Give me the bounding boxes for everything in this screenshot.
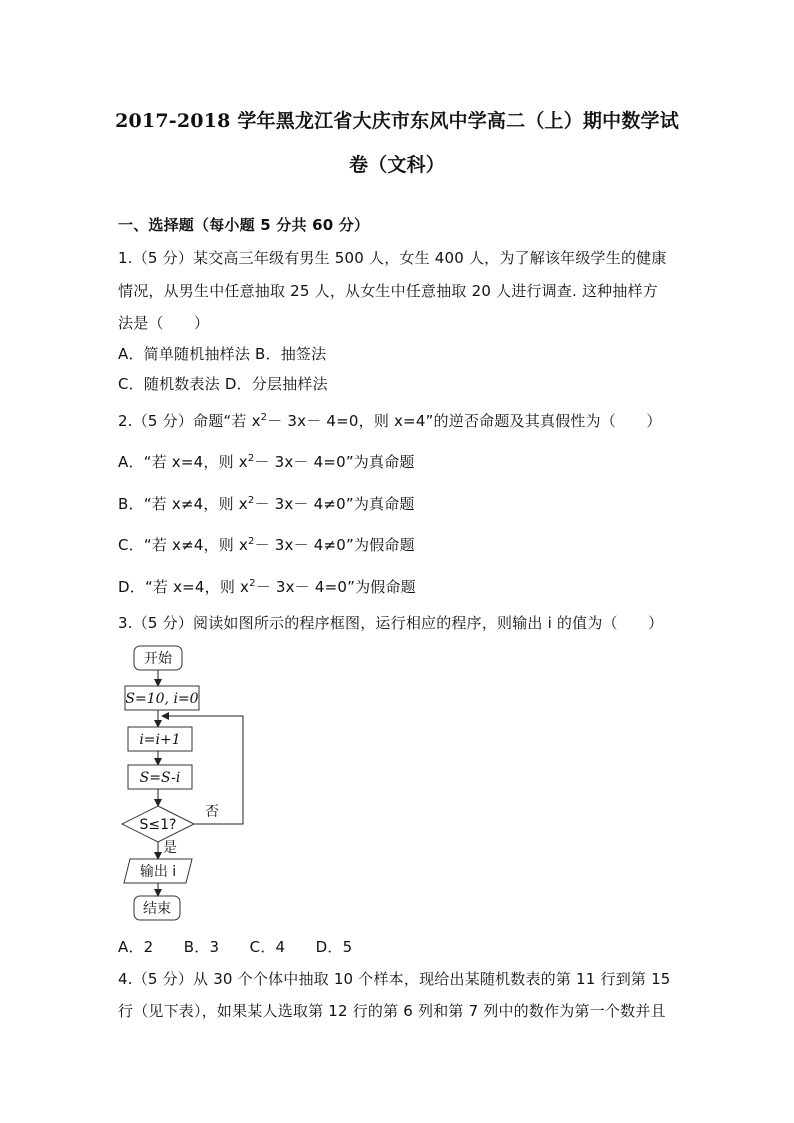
flow-subtract-label: S=S-i <box>139 770 181 786</box>
q1-line-1: 1.（5 分）某交高三年级有男生 500 人，女生 400 人，为了解该年级学生的健康 <box>118 249 667 267</box>
q2-stem: 2.（5 分）命题“若 $x^2- 3x- 4=0$，则 x=4”的逆否命题及其真假性为（ ） <box>118 412 662 430</box>
flow-start-label: 开始 <box>144 651 172 667</box>
q1-line-3: 法是（ ） <box>118 314 210 332</box>
flow-no-label: 否 <box>205 804 219 820</box>
flow-yes-label: 是 <box>163 840 177 856</box>
q2-option-a: A．“若 x=4，则 $x^2- 3x- 4=0$”为真命题 <box>118 453 415 471</box>
program-flowchart <box>110 640 260 930</box>
q4-line-1: 4.（5 分）从 30 个个体中抽取 10 个样本，现给出某随机数表的第 11 行到第 15 <box>118 970 671 988</box>
section-heading: 一、选择题（每小题 5 分共 60 分） <box>118 216 370 234</box>
q1-line-2: 情况，从男生中任意抽取 25 人，从女生中任意抽取 20 人进行调查. 这种抽样方 <box>118 282 658 300</box>
flow-increment-label: i=i+1 <box>139 732 181 748</box>
q4-line-2: 行（见下表），如果某人选取第 12 行的第 6 列和第 7 列中的数作为第一个数并且 <box>118 1002 666 1020</box>
q3-stem: 3.（5 分）阅读如图所示的程序框图，运行相应的程序，则输出 i 的值为（ ） <box>118 614 664 632</box>
q3-options: A．2 B．3 C．4 D．5 <box>118 938 353 956</box>
title-line-2: 卷（文科） <box>348 154 445 176</box>
q1-options-ab: A．简单随机抽样法 B．抽签法 <box>118 345 327 363</box>
q2-option-c: C．“若 x≠4，则 $x^2- 3x- 4\ne 0$”为假命题 <box>118 536 415 554</box>
flow-condition-label: S≤1? <box>139 817 177 833</box>
title-line-1: 2017-2018 学年黑龙江省大庆市东风中学高二（上）期中数学试 <box>115 110 679 132</box>
q2-option-b: B．“若 x≠4，则 $x^2- 3x- 4\ne 0$”为真命题 <box>118 495 415 513</box>
flow-end-label: 结束 <box>143 901 171 917</box>
flow-init-label: S=10, i=0 <box>125 691 199 707</box>
flow-output-label: 输出 i <box>139 864 177 880</box>
q2-option-d: D．“若 x=4，则 $x^2- 3x- 4=0$”为假命题 <box>118 578 416 596</box>
q1-options-cd: C．随机数表法 D．分层抽样法 <box>118 375 328 393</box>
